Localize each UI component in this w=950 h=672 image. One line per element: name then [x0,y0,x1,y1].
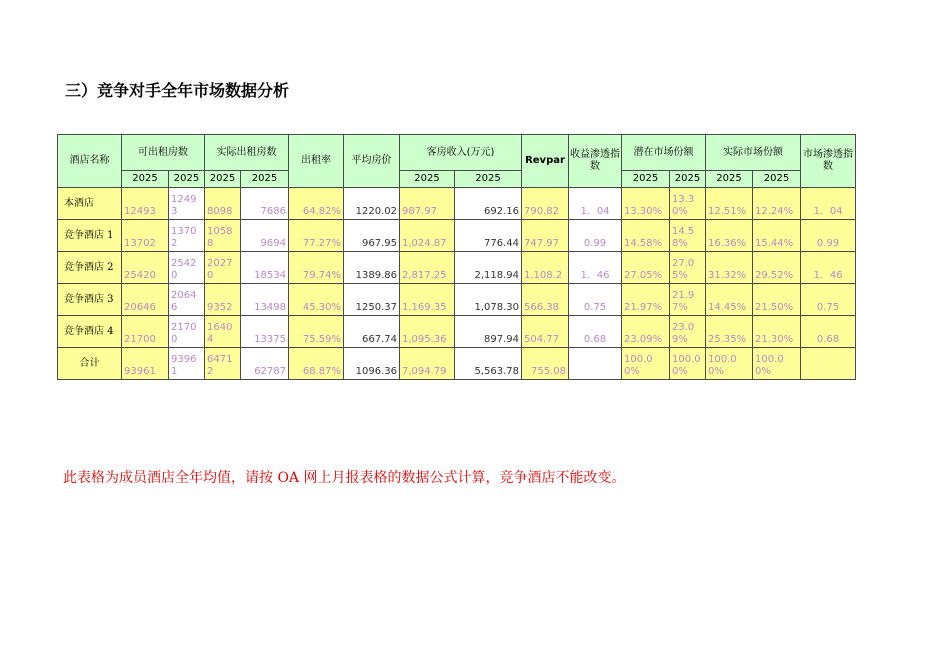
header-actual-rooms: 实际出租房数 [205,135,289,171]
cell-occ: 64.82% [289,188,344,220]
cell-yield: 0.68 [569,316,622,348]
cell-pot2: 23.09% [670,316,706,348]
cell-pen: 0.99 [801,220,856,252]
cell-adr: 1096.36 [344,348,400,380]
competitor-market-table [57,134,856,380]
cell-actsh2: 29.52% [753,252,801,284]
cell-rev2: 5,563.78 [455,348,522,380]
year-row [58,171,856,188]
cell-occ: 68.87% [289,348,344,380]
hotel-name-cell: 竞争酒店 3 [58,284,122,316]
cell-rev2: 1,078.30 [455,284,522,316]
cell-avail2: 13702 [169,220,205,252]
table-row [58,220,856,252]
cell-actsh2: 12.24% [753,188,801,220]
header-hotel-name: 酒店名称 [58,135,122,188]
year-label: 2025 [670,171,706,188]
cell-rev1: 1,024.87 [400,220,455,252]
cell-avail1: 20646 [122,284,169,316]
cell-avail2: 93961 [169,348,205,380]
cell-rev1: 987.97 [400,188,455,220]
cell-avail2: 21700 [169,316,205,348]
year-label: 2025 [622,171,670,188]
cell-act1: 20270 [205,252,241,284]
cell-act2: 62787 [241,348,289,380]
cell-act2: 18534 [241,252,289,284]
cell-avail2: 12493 [169,188,205,220]
cell-occ: 77.27% [289,220,344,252]
cell-pen [801,348,856,380]
cell-rev2: 897.94 [455,316,522,348]
cell-pen: 0.68 [801,316,856,348]
cell-act2: 13498 [241,284,289,316]
cell-adr: 1220.02 [344,188,400,220]
year-label: 2025 [122,171,169,188]
cell-pot1: 21.97% [622,284,670,316]
header-potential-share: 潜在市场份额 [622,135,706,171]
cell-rev1: 2,817.25 [400,252,455,284]
year-label: 2025 [455,171,522,188]
cell-pot2: 100.00% [670,348,706,380]
table-row [58,252,856,284]
hotel-name-cell: 竞争酒店 4 [58,316,122,348]
table-row [58,284,856,316]
cell-adr: 1250.37 [344,284,400,316]
cell-rev2: 692.16 [455,188,522,220]
cell-yield: 1．04 [569,188,622,220]
cell-pot2: 27.05% [670,252,706,284]
cell-pot1: 100.00% [622,348,670,380]
cell-actsh1: 25.35% [706,316,753,348]
header-occupancy: 出租率 [289,135,344,188]
cell-rev2: 776.44 [455,220,522,252]
cell-yield: 1．46 [569,252,622,284]
hotel-name-cell: 竞争酒店 1 [58,220,122,252]
cell-revpar: 566.38 [522,284,569,316]
cell-occ: 45.30% [289,284,344,316]
cell-revpar: 790.82 [522,188,569,220]
cell-yield: 0.99 [569,220,622,252]
cell-act1: 16404 [205,316,241,348]
cell-act1: 64712 [205,348,241,380]
cell-avail2: 20646 [169,284,205,316]
cell-actsh1: 16.36% [706,220,753,252]
cell-pot1: 23.09% [622,316,670,348]
cell-actsh1: 12.51% [706,188,753,220]
year-label: 2025 [706,171,753,188]
header-penetration-index: 市场渗透指数 [801,135,856,188]
cell-act2: 13375 [241,316,289,348]
cell-actsh1: 100.00% [706,348,753,380]
cell-actsh2: 100.00% [753,348,801,380]
cell-yield [569,348,622,380]
section-title: 三）竞争对手全年市场数据分析 [65,81,290,100]
cell-act1: 10588 [205,220,241,252]
table-row [58,348,856,380]
year-label: 2025 [753,171,801,188]
cell-adr: 1389.86 [344,252,400,284]
cell-occ: 79.74% [289,252,344,284]
header-actual-share: 实际市场份额 [706,135,801,171]
cell-adr: 667.74 [344,316,400,348]
cell-pen: 0.75 [801,284,856,316]
cell-actsh2: 21.50% [753,284,801,316]
cell-act1: 9352 [205,284,241,316]
cell-avail1: 93961 [122,348,169,380]
hotel-name-cell: 合计 [58,348,122,380]
year-label: 2025 [205,171,241,188]
cell-pot1: 14.58% [622,220,670,252]
year-label: 2025 [169,171,205,188]
cell-pot2: 14.58% [670,220,706,252]
cell-act1: 8098 [205,188,241,220]
table-row [58,188,856,220]
instruction-note: 此表格为成员酒店全年均值，请按 OA 网上月报表格的数据公式计算，竞争酒店不能改变。 [63,470,626,486]
cell-pot1: 27.05% [622,252,670,284]
cell-revpar: 1,108.2 [522,252,569,284]
hotel-name-cell: 竞争酒店 2 [58,252,122,284]
header-avg-rate: 平均房价 [344,135,400,188]
year-label: 2025 [241,171,289,188]
header-row [58,135,856,171]
cell-avail1: 21700 [122,316,169,348]
hotel-name-cell: 本酒店 [58,188,122,220]
cell-avail1: 25420 [122,252,169,284]
cell-pot1: 13.30% [622,188,670,220]
cell-rev1: 7,094.79 [400,348,455,380]
cell-revpar: 504.77 [522,316,569,348]
cell-pot2: 21.97% [670,284,706,316]
cell-rev1: 1,169.35 [400,284,455,316]
cell-adr: 967.95 [344,220,400,252]
cell-pen: 1．46 [801,252,856,284]
cell-actsh2: 15.44% [753,220,801,252]
cell-actsh1: 14.45% [706,284,753,316]
cell-revpar: 755.08 [522,348,569,380]
cell-actsh2: 21.30% [753,316,801,348]
cell-yield: 0.75 [569,284,622,316]
header-yield-index: 收益渗透指数 [569,135,622,188]
cell-avail2: 25420 [169,252,205,284]
cell-act2: 9694 [241,220,289,252]
cell-avail1: 12493 [122,188,169,220]
cell-actsh1: 31.32% [706,252,753,284]
year-label: 2025 [400,171,455,188]
table-body [58,135,856,380]
cell-rev2: 2,118.94 [455,252,522,284]
header-room-revenue: 客房收入(万元) [400,135,522,171]
cell-revpar: 747.97 [522,220,569,252]
header-revpar: Revpar [522,135,569,188]
cell-act2: 7686 [241,188,289,220]
table-row [58,316,856,348]
cell-rev1: 1,095.36 [400,316,455,348]
header-available-rooms: 可出租房数 [122,135,205,171]
cell-occ: 75.59% [289,316,344,348]
cell-pot2: 13.30% [670,188,706,220]
cell-pen: 1．04 [801,188,856,220]
cell-avail1: 13702 [122,220,169,252]
